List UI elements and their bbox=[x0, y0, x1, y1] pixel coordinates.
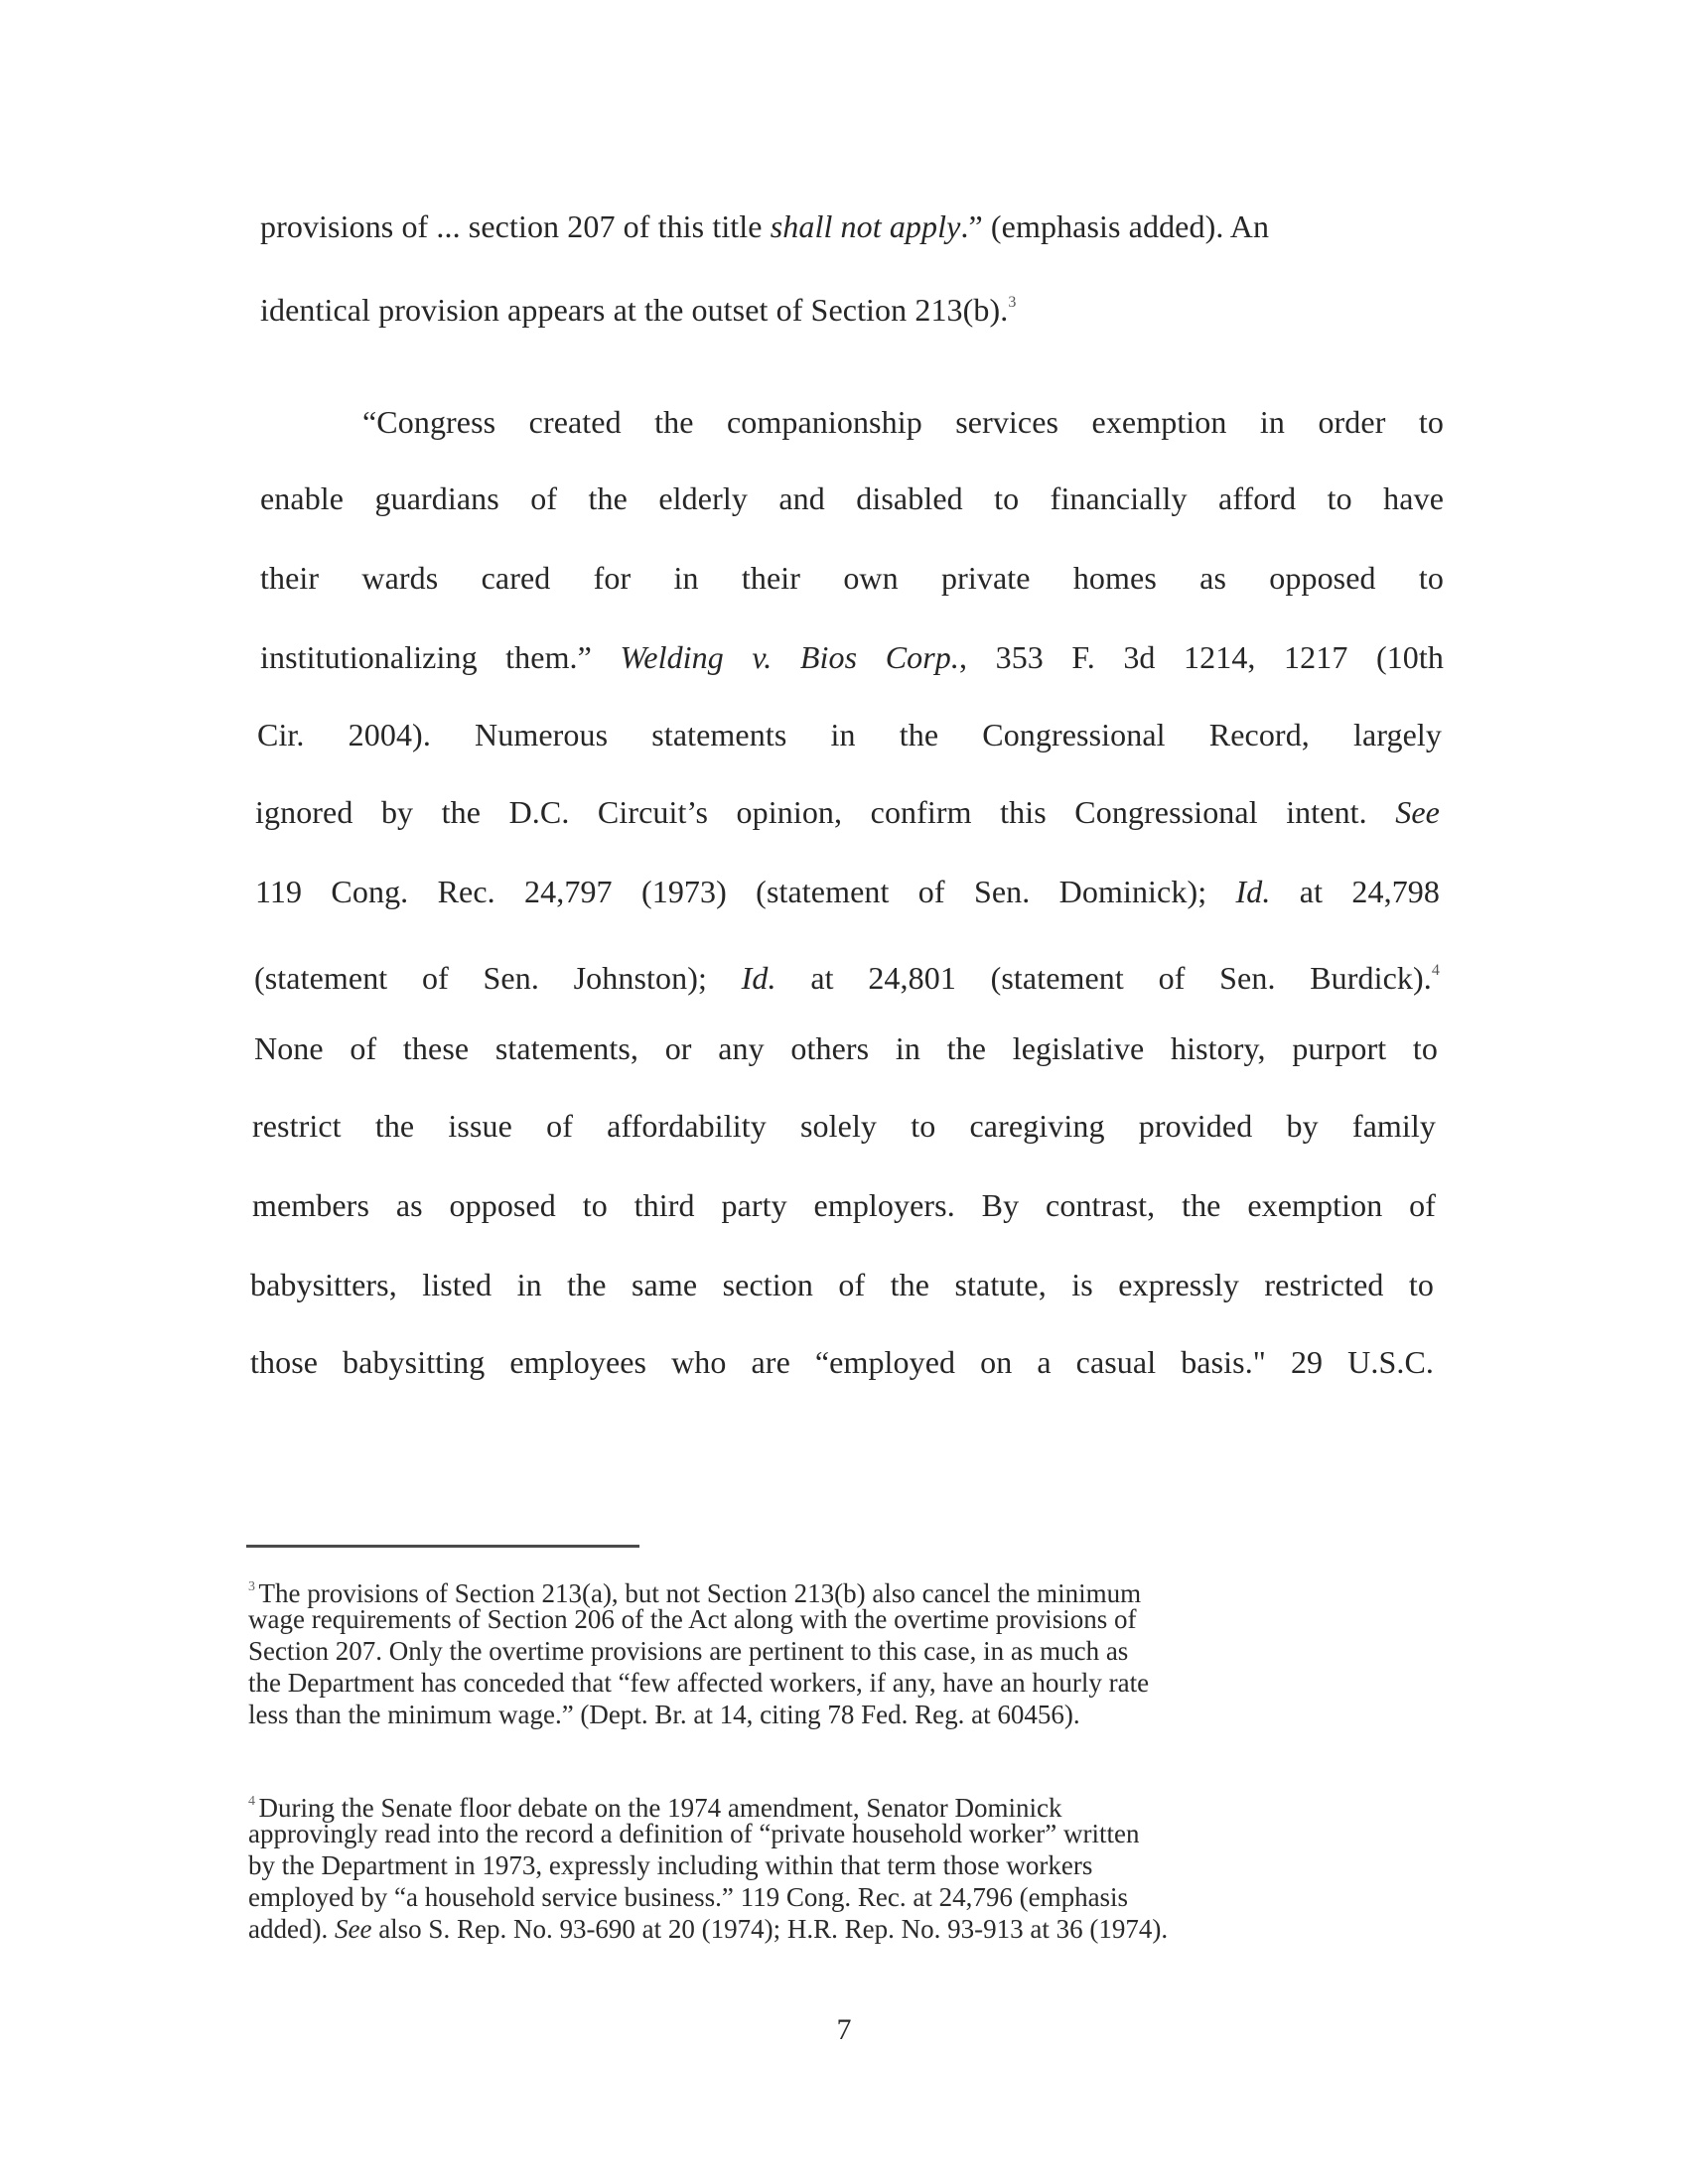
text-segment: approvingly read into the record a definition of “private household worker” written bbox=[248, 1819, 1140, 1848]
footnote-line bbox=[248, 1668, 1149, 1698]
italic-text: See bbox=[1395, 794, 1440, 830]
footnote-line bbox=[248, 1636, 1128, 1666]
italic-text: See bbox=[334, 1914, 372, 1944]
text-segment: restrict the issue of affordability solely to caregiving provided by family bbox=[252, 1108, 1436, 1144]
body-line bbox=[250, 1265, 1434, 1304]
text-segment: by the Department in 1973, expressly including within that term those workers bbox=[248, 1850, 1093, 1880]
text-segment: .” (emphasis added). An bbox=[960, 208, 1270, 244]
italic-text: Id. bbox=[741, 960, 776, 996]
footnote-line bbox=[248, 1604, 1137, 1634]
body-line bbox=[255, 872, 1440, 911]
footnote-reference[interactable]: 3 bbox=[1008, 294, 1017, 311]
italic-text: Welding v. Bios Corp. bbox=[620, 639, 959, 675]
body-line bbox=[255, 792, 1440, 832]
footnote-separator bbox=[246, 1545, 639, 1548]
body-line bbox=[254, 951, 1440, 998]
italic-text: shall not apply bbox=[770, 208, 961, 244]
footnote-line bbox=[248, 1787, 1062, 1823]
text-segment: The provisions of Section 213(a), but not Section 213(b) also cancel the minimum bbox=[258, 1578, 1142, 1608]
footnote-line bbox=[248, 1850, 1092, 1880]
footnote-line bbox=[248, 1700, 1080, 1729]
text-segment: None of these statements, or any others in the legislative history, purport to bbox=[254, 1030, 1438, 1066]
text-segment: less than the minimum wage.” (Dept. Br. at 14, citing 78 Fed. Reg. at 60456). bbox=[248, 1700, 1080, 1729]
text-segment: 119 Cong. Rec. 24,797 (1973) (statement of Sen. Dominick); bbox=[255, 874, 1236, 909]
italic-text: Id. bbox=[1235, 874, 1271, 909]
body-line bbox=[257, 715, 1442, 754]
text-segment: their wards cared for in their own private homes as opposed to bbox=[260, 560, 1444, 596]
text-segment: Cir. 2004). Numerous statements in the Congressional Record, largely bbox=[257, 717, 1442, 752]
body-line bbox=[250, 1342, 1434, 1382]
footnote-reference[interactable]: 4 bbox=[1431, 962, 1441, 979]
page-number: 7 bbox=[836, 2013, 852, 2046]
body-line bbox=[260, 558, 1444, 598]
text-segment: at 24,798 bbox=[1270, 874, 1441, 909]
body-line bbox=[260, 283, 1016, 330]
text-segment: added). bbox=[248, 1914, 335, 1944]
text-segment: “Congress created the companionship services exemption in order to bbox=[362, 404, 1444, 440]
body-line bbox=[254, 1028, 1438, 1068]
text-segment: enable guardians of the elderly and disabled to financially afford to have bbox=[260, 480, 1444, 516]
text-segment: ignored by the D.C. Circuit’s opinion, confirm this Congressional intent. bbox=[255, 794, 1396, 830]
text-segment: employed by “a household service business.” 119 Cong. Rec. at 24,796 (emphasis bbox=[248, 1882, 1129, 1912]
body-line bbox=[260, 637, 1444, 677]
body-line bbox=[260, 478, 1444, 518]
body-line bbox=[252, 1106, 1436, 1146]
footnote-marker: 4 bbox=[248, 1794, 259, 1809]
body-line bbox=[362, 402, 1444, 442]
text-segment: , 353 F. 3d 1214, 1217 (10th bbox=[959, 639, 1444, 675]
body-line bbox=[252, 1185, 1436, 1225]
text-segment: (statement of Sen. Johnston); bbox=[254, 960, 742, 996]
text-segment: institutionalizing them.” bbox=[260, 639, 621, 675]
text-segment: During the Senate floor debate on the 1974 amendment, Senator Dominick bbox=[258, 1793, 1062, 1823]
text-segment: those babysitting employees who are “employed on a casual basis." 29 U.S.C. bbox=[250, 1344, 1434, 1380]
footnote-line bbox=[248, 1572, 1141, 1608]
text-segment: babysitters, listed in the same section of the statute, is expressly restricted to bbox=[250, 1267, 1434, 1302]
footnote-marker: 3 bbox=[248, 1579, 259, 1594]
text-segment: Section 207. Only the overtime provisions are pertinent to this case, in as much as bbox=[248, 1636, 1129, 1666]
footnote-line bbox=[248, 1914, 1168, 1944]
text-segment: members as opposed to third party employers. By contrast, the exemption of bbox=[252, 1187, 1436, 1223]
body-line bbox=[260, 206, 1444, 246]
text-segment: the Department has conceded that “few affected workers, if any, have an hourly rate bbox=[248, 1668, 1150, 1698]
text-segment: at 24,801 (statement of Sen. Burdick). bbox=[775, 960, 1432, 996]
footnote-line bbox=[248, 1819, 1139, 1848]
text-segment: identical provision appears at the outset of Section 213(b). bbox=[260, 292, 1009, 328]
footnote-line bbox=[248, 1882, 1128, 1912]
text-segment: provisions of ... section 207 of this title bbox=[260, 208, 771, 244]
text-segment: wage requirements of Section 206 of the Act along with the overtime provisions of bbox=[248, 1604, 1137, 1634]
text-segment: also S. Rep. No. 93-690 at 20 (1974); H.R. Rep. No. 93-913 at 36 (1974). bbox=[371, 1914, 1169, 1944]
